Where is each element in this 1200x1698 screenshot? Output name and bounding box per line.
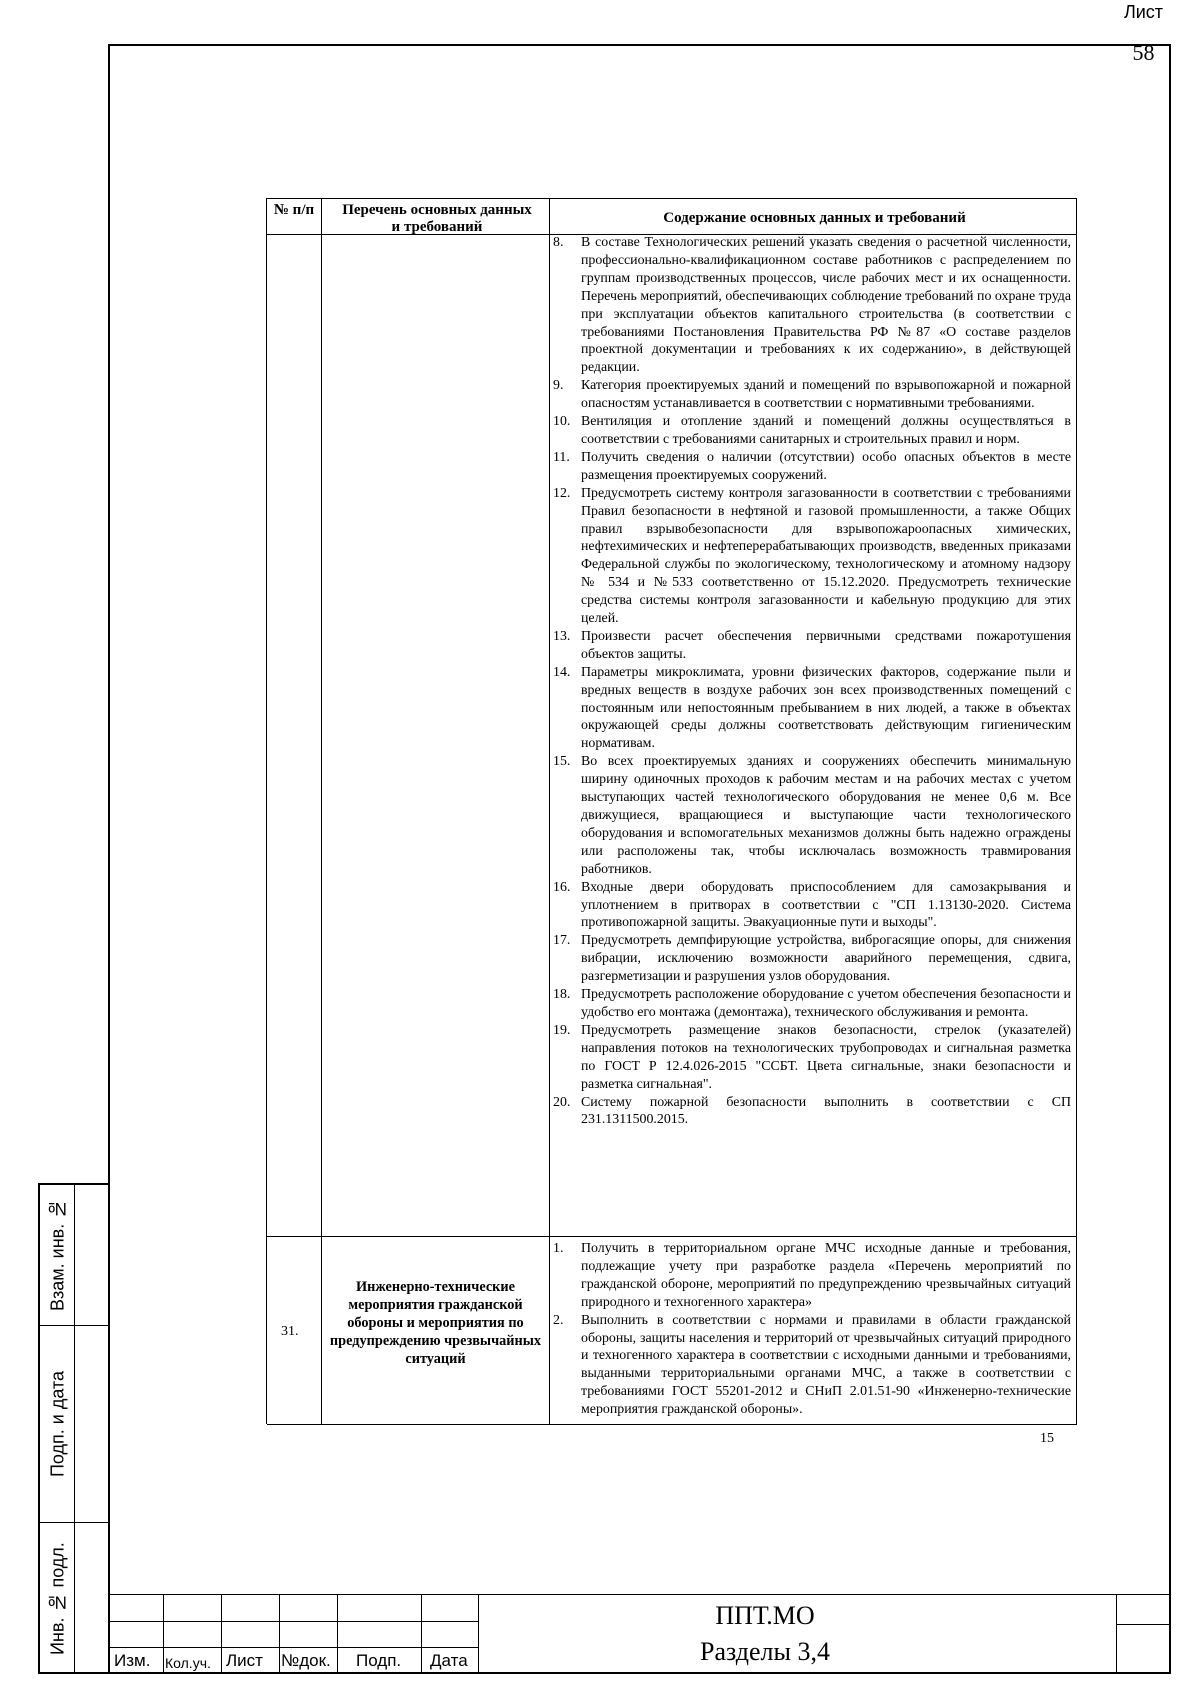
list-item xyxy=(553,449,1071,485)
document-code: ППТ.МО xyxy=(715,1601,815,1630)
sheet-label: Лист xyxy=(1123,2,1164,22)
list-item-number: 15. xyxy=(553,754,571,770)
list-item-text: Получить сведения о наличии (отсутствии) особо опасных объектов в месте размещения проектируемых сооружений. xyxy=(581,449,1071,483)
list-item-text: Во всех проектируемых зданиях и сооружениях обеспечить минимальную ширину одиночных проходов к рабочим местам и на рабочих местах с учетом выступающих частей технологического оборудования не менее 0,6 м. Все движущиеся, вращающиеся и выступающие части технологического оборудования и вспомогательных механизмов должны быть надежно ограждены или расположены так, чтобы исключалась возможность травмирования работников. xyxy=(581,754,1071,877)
header-content: Содержание основных данных и требований xyxy=(663,210,966,226)
list-item-text: Вентиляция и отопление зданий и помещений должны осуществляться в соответствии с требованиями санитарных и строительных правил и норм. xyxy=(581,414,1071,447)
list-item-text: Получить в территориальном органе МЧС исходные данные и требования, подлежащие учету при разработке раздела «Перечень мероприятий по гражданской обороне, мероприятий по предупреждению чрезвычайных ситуаций природного и техногенного характера» xyxy=(581,1241,1071,1310)
col-date: Дата xyxy=(430,1651,468,1670)
list-item-text: Предусмотреть систему контроля загазованности в соответствии с требованиями Правил безопасности в нефтяной и газовой промышленности, а также Общих правил взрывобезопасности для взрывопожароопасных химических, нефтехимических и нефтеперерабатывающих производств, введенных приказами Федеральной службы по экологическому, технологическому и атомному надзору № 534 и №533 соответственно от 15.12.2020. Предусмотреть технические средства системы контроля загазованности и кабельную продукцию для этих целей. xyxy=(581,485,1071,627)
side-label-original-inv: Инв. № подл. xyxy=(47,1542,68,1656)
list-item-number: 18. xyxy=(553,987,571,1003)
list-item xyxy=(553,1312,1071,1419)
list-item-number: 16. xyxy=(553,879,571,895)
list-item xyxy=(553,664,1071,754)
list-item-number: 17. xyxy=(553,933,571,949)
col-change: Изм. xyxy=(114,1651,151,1670)
side-stamp-strip xyxy=(38,1183,108,1674)
list-item xyxy=(553,377,1071,413)
list-item-number: 8. xyxy=(553,235,564,250)
list-item xyxy=(553,753,1071,878)
list-item xyxy=(553,628,1071,664)
list-item xyxy=(553,1094,1071,1130)
list-item-text: Предусмотреть расположение оборудование с учетом обеспечения безопасности и удобство его монтажа (демонтажа), технического обслуживания и ремонта. xyxy=(581,987,1071,1020)
list-item xyxy=(553,485,1071,628)
row-31-number: 31. xyxy=(281,1324,299,1339)
col-sheet: Лист xyxy=(226,1651,263,1670)
header-number: № п/п xyxy=(273,202,315,218)
list-item xyxy=(553,932,1071,986)
list-item-number: 12. xyxy=(553,485,571,501)
list-item-number: 10. xyxy=(553,414,571,430)
side-label-replacement-inv: Взам. инв. № xyxy=(47,1198,68,1312)
list-item-text: Предусмотреть демпфирующие устройства, виброгасящие опоры, для снижения вибрации, исключению возможности аварийного перемещения, сдвига, разгерметизации и разрушения узлов оборудования. xyxy=(581,933,1071,985)
list-item-number: 1. xyxy=(553,1241,564,1256)
col-signature: Подп. xyxy=(356,1651,402,1670)
list-item xyxy=(553,413,1071,449)
list-item xyxy=(553,986,1071,1022)
requirements-table xyxy=(266,198,1077,1446)
list-item-text: Категория проектируемых зданий и помещений по взрывопожарной и пожарной опасностям устанавливается в соответствии с нормативными требованиями. xyxy=(581,378,1071,412)
list-item xyxy=(553,1022,1071,1094)
list-item xyxy=(553,1240,1071,1312)
list-item-number: 11. xyxy=(553,449,570,465)
list-item-number: 19. xyxy=(553,1022,571,1038)
list-item-number: 2. xyxy=(553,1312,564,1328)
side-label-signature-date: Подп. и дата xyxy=(47,1370,68,1477)
row-31-requirements xyxy=(553,1240,1071,1419)
col-count: Кол.уч. xyxy=(165,1655,211,1671)
row-31-title: Инженерно-технические мероприятия гражданской обороны и мероприятия по предупреждению чрезвычайных ситуаций xyxy=(329,1279,542,1367)
header-list: Перечень основных данных и требований xyxy=(342,202,532,235)
requirements-list xyxy=(553,234,1071,1129)
list-item-text: В составе Технологических решений указать сведения о расчетной численности, профессионально-квалификационном составе работников с распределением по группам производственных процессов, числе рабочих мест и их оснащенности. Перечень мероприятий, обеспечивающих соблюдение требований по охране труда при эксплуатации объектов капитального строительства (в соответствии с требованиями Постановления Правительства РФ №87 «О составе разделов проектной документации и требованиях к их содержанию», в действующей редакции. xyxy=(581,235,1071,376)
inner-page-number: 15 xyxy=(1040,1431,1054,1446)
list-item-number: 20. xyxy=(553,1094,571,1110)
document-title: Разделы 3,4 xyxy=(699,1637,830,1666)
sheet-number: 58 xyxy=(1132,40,1155,65)
col-doc-no: №док. xyxy=(281,1651,331,1670)
list-item xyxy=(553,234,1071,377)
list-item-text: Параметры микроклимата, уровни физических факторов, содержание пыли и вредных веществ в воздухе рабочих зон всех производственных помещений с постоянным или непостоянным пребыванием в них людей, а также в объектах окружающей среды должны соответствовать действующим гигиеническим нормативам. xyxy=(581,664,1071,752)
list-item-number: 9. xyxy=(553,378,564,394)
list-item-text: Входные двери оборудовать приспособлением для самозакрывания и уплотнением в притворах в соответствии с "СП 1.13130-2020. Система противопожарной защиты. Эвакуационные пути и выходы". xyxy=(581,879,1071,931)
list-item-text: Выполнить в соответствии с нормами и правилами в области гражданской обороны, защиты населения и территорий от чрезвычайных ситуаций природного и техногенного характера в соответствии с исходными данными и требованиями, выданными территориальными органами МЧС, а также в соответствии с требованиями ГОСТ 55201-2012 и СНиП 2.01.51-90 «Инженерно-технические мероприятия гражданской обороны». xyxy=(581,1312,1071,1418)
list-item-number: 13. xyxy=(553,628,571,644)
list-item-text: Систему пожарной безопасности выполнить в соответствии с СП 231.1311500.2015. xyxy=(581,1094,1071,1128)
list-item-number: 14. xyxy=(553,664,571,680)
list-item xyxy=(553,879,1071,933)
title-block xyxy=(108,1594,1171,1674)
list-item-text: Предусмотреть размещение знаков безопасности, стрелок (указателей) направления потоков на технологических трубопроводах и сигнальная разметка по ГОСТ Р 12.4.026-2015 "ССБТ. Цвета сигнальные, знаки безопасности и разметка сигнальная". xyxy=(581,1022,1071,1092)
list-item-text: Произвести расчет обеспечения первичными средствами пожаротушения объектов защиты. xyxy=(581,628,1071,662)
